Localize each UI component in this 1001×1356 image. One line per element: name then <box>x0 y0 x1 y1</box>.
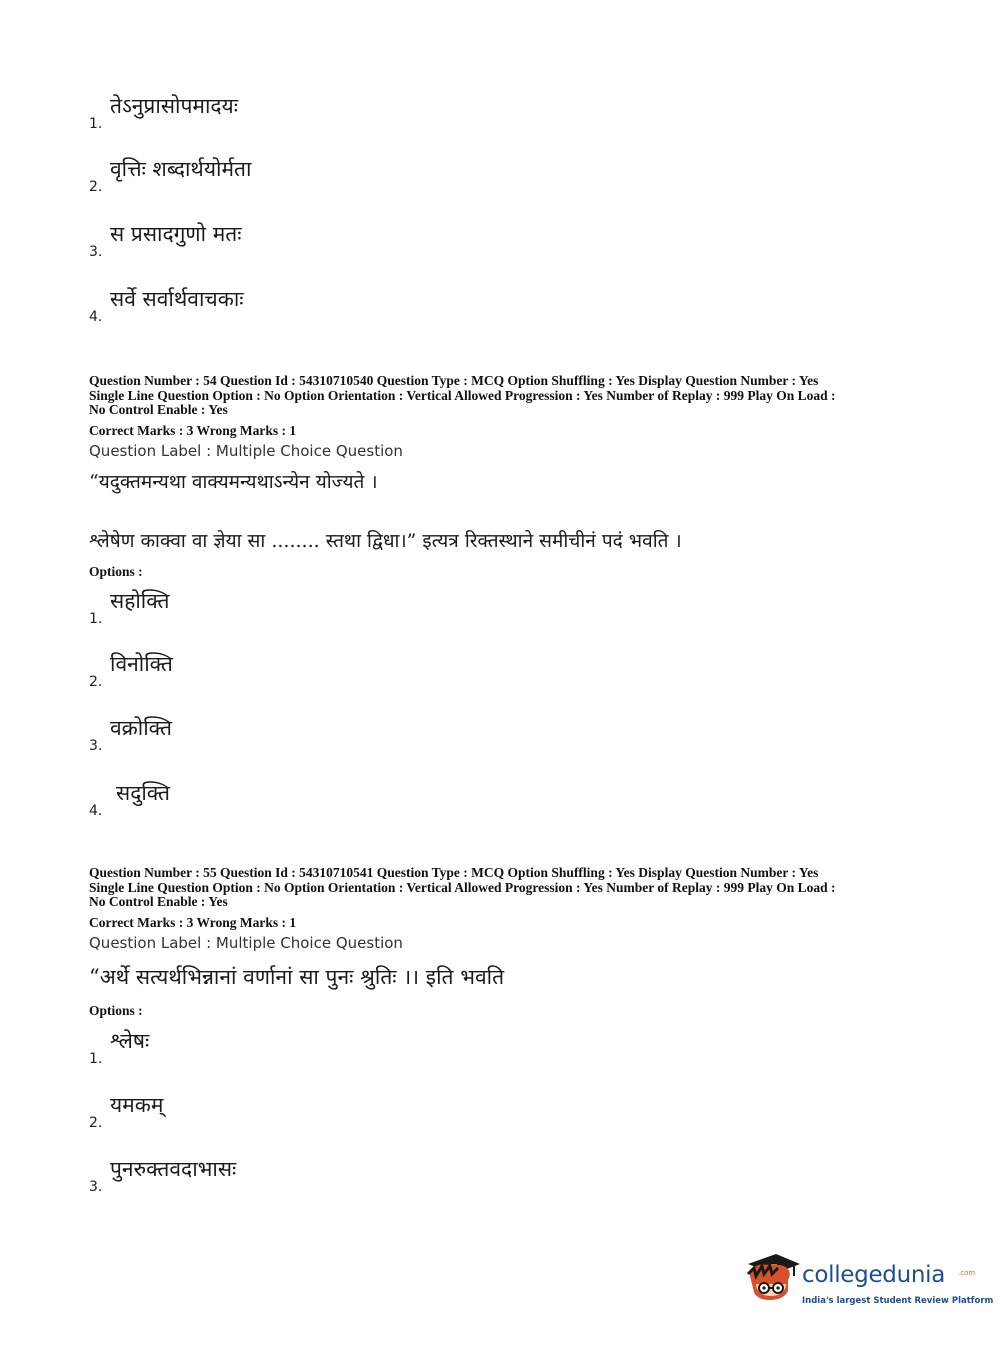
option-text: सदुक्ति <box>116 781 171 805</box>
question-54-marks: Correct Marks : 3 Wrong Marks : 1 <box>89 423 297 438</box>
option-number: 4. <box>89 309 103 325</box>
option-text: वृत्तिः शब्दार्थयोर्मता <box>110 157 252 181</box>
prev-option-4 <box>89 285 689 325</box>
option-text: सर्वे सर्वार्थवाचकाः <box>110 287 244 311</box>
question-54-options-heading: Options : <box>89 564 143 579</box>
question-55-text-line1: “अर्थे सत्यर्थभिन्नानां वर्णानां सा पुनः श्रुतिः ।। इति भवति <box>89 965 505 989</box>
collegedunia-logo[interactable] <box>742 1250 994 1310</box>
option-text: तेऽनुप्रासोपमादयः <box>110 94 238 118</box>
prev-option-3 <box>89 220 689 260</box>
q54-option-4 <box>89 779 689 819</box>
question-55-marks: Correct Marks : 3 Wrong Marks : 1 <box>89 915 297 930</box>
q54-option-3 <box>89 714 689 754</box>
option-number: 3. <box>89 244 103 260</box>
meta-line: Question Number : 54 Question Id : 54310710540 Question Type : MCQ Option Shuffling : Yes Display Question Number : Yes <box>89 373 819 388</box>
option-number: 1. <box>89 116 103 132</box>
q55-option-3 <box>89 1155 689 1195</box>
meta-line: Question Number : 55 Question Id : 54310710541 Question Type : MCQ Option Shuffling : Yes Display Question Number : Yes <box>89 865 819 880</box>
question-54-text-line1: “यदुक्तमन्यथा वाक्यमन्यथाऽन्येन योज्यते । <box>89 471 378 493</box>
option-number: 2. <box>89 674 103 690</box>
question-55-label: Question Label : Multiple Choice Question <box>89 934 403 952</box>
option-text: पुनरुक्तवदाभासः <box>110 1157 237 1181</box>
option-number: 1. <box>89 611 103 627</box>
option-number: 4. <box>89 803 103 819</box>
logo-dotcom: .com <box>958 1269 976 1277</box>
q55-option-2 <box>89 1091 689 1131</box>
q54-option-1 <box>89 587 689 627</box>
logo-wordmark: collegedunia <box>802 1262 946 1288</box>
q55-option-1 <box>89 1027 689 1067</box>
meta-line: Single Line Question Option : No Option Orientation : Vertical Allowed Progression : Yes Number of Replay : 999 Play On Load : <box>89 879 836 895</box>
logo-tagline: India's largest Student Review Platform <box>802 1296 994 1306</box>
q54-option-2 <box>89 650 689 690</box>
option-text: वक्रोक्ति <box>110 716 172 740</box>
option-number: 2. <box>89 179 103 195</box>
option-text: यमकम् <box>110 1093 164 1117</box>
meta-line: No Control Enable : Yes <box>89 402 228 417</box>
prev-option-1 <box>89 92 689 132</box>
question-55-options-heading: Options : <box>89 1003 143 1018</box>
mascot-icon <box>742 1250 802 1310</box>
option-number: 3. <box>89 1179 103 1195</box>
meta-line: No Control Enable : Yes <box>89 894 228 909</box>
option-text: सहोक्ति <box>110 589 170 613</box>
option-text: स प्रसादगुणो मतः <box>110 222 242 246</box>
option-number: 3. <box>89 738 103 754</box>
option-number: 1. <box>89 1051 103 1067</box>
option-text: विनोक्ति <box>110 652 173 676</box>
option-text: श्लेषः <box>110 1029 150 1053</box>
question-54-meta <box>89 374 919 418</box>
question-54-label: Question Label : Multiple Choice Question <box>89 442 403 460</box>
question-55-meta <box>89 866 919 910</box>
option-number: 2. <box>89 1115 103 1131</box>
meta-line: Single Line Question Option : No Option Orientation : Vertical Allowed Progression : Yes Number of Replay : 999 Play On Load : <box>89 387 836 403</box>
prev-option-2 <box>89 155 689 195</box>
question-54-text-line2: श्लेषेण काक्वा वा ज्ञेया सा ........ स्तथा द्विधा।” इत्यत्र रिक्तस्थाने समीचीनं पदं भवति । <box>89 530 682 552</box>
